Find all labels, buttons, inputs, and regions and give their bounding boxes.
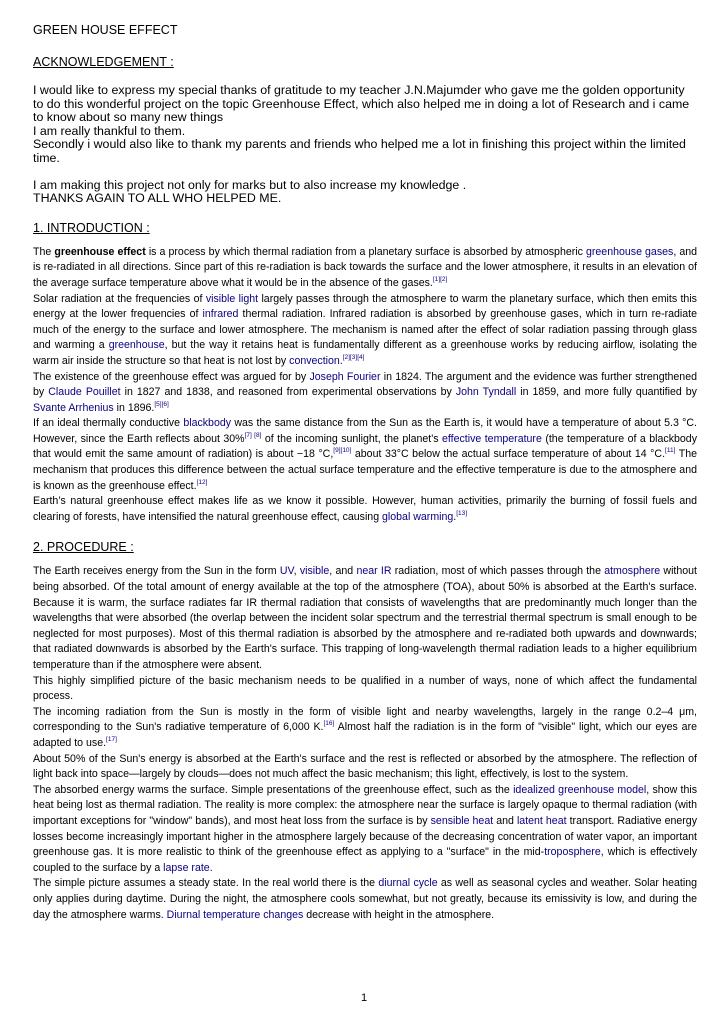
wiki-link[interactable]: Claude Pouillet (48, 386, 121, 399)
text-run: , show this heat being lost as thermal radiation. The reality is more complex: the atmosphere near the surface is largely opaque to thermal radiation (with important exceptions for "window" bands), and most heat loss from the surface is by (33, 783, 698, 827)
text-run: . (339, 354, 343, 367)
wiki-link[interactable]: troposphere (544, 846, 601, 859)
procedure-paragraph-1 (33, 564, 697, 673)
wiki-link[interactable]: John Tyndall (455, 386, 517, 399)
wiki-link[interactable]: Joseph Fourier (309, 370, 381, 383)
document-page (33, 18, 697, 923)
citation-ref[interactable]: [11] (665, 447, 676, 455)
intro-paragraph-5 (33, 494, 697, 525)
intro-paragraph-1 (33, 245, 697, 292)
wiki-link[interactable]: lapse rate (163, 861, 210, 874)
wiki-link[interactable]: UV (279, 565, 294, 578)
wiki-link[interactable]: latent heat (516, 814, 567, 827)
wiki-link[interactable]: sensible heat (430, 814, 494, 827)
wiki-link[interactable]: near IR (356, 565, 392, 578)
ack-paragraph-3: Secondly i would also like to thank my parents and friends who helped me a lot in finishing this project within the limited time. (33, 137, 686, 165)
citation-ref[interactable]: [13] (456, 509, 468, 517)
introduction-heading: 1. INTRODUCTION : (33, 220, 150, 235)
text-run: and (493, 814, 517, 827)
wiki-link[interactable]: effective temperature (442, 432, 542, 445)
wiki-link[interactable]: infrared (202, 308, 239, 321)
wiki-link[interactable]: visible (299, 565, 330, 578)
text-run: largely passes through the atmosphere to warm the planetary surface, which then emits this energy at the lower frequencies of (33, 292, 697, 321)
citation-ref[interactable]: [12] (196, 478, 208, 486)
procedure-paragraph-4 (33, 752, 697, 783)
text-run: The existence of the greenhouse effect was argued for by (33, 370, 310, 383)
text-run: was the same distance from the Sun as the Earth is, it would have a temperature of about 5.3 °C. However, since the Earth reflects about 30% (33, 417, 698, 445)
text-run: in 1896. (113, 401, 155, 414)
text-run: This highly simplified picture of the basic mechanism needs to be qualified in a number of ways, none of which affect the fundamental process. (33, 674, 697, 703)
text-run: , which is effectively coupled to the surface by a (33, 846, 698, 874)
text-run: in 1859, and more fully quantified by (516, 386, 697, 399)
intro-paragraph-3 (33, 370, 697, 417)
text-run: The simple picture assumes a steady state. In the real world there is the (33, 877, 379, 890)
procedure-paragraph-3 (33, 705, 697, 752)
text-run: is a process by which thermal radiation from a planetary surface is absorbed by atmospheric (145, 245, 586, 258)
text-run: Solar radiation at the frequencies of (33, 292, 206, 305)
bold-term: greenhouse effect (54, 245, 146, 258)
text-run: in 1827 and 1838, and reasoned from experimental observations by (120, 386, 456, 399)
wiki-link[interactable]: atmosphere (604, 565, 661, 578)
procedure-paragraph-5 (33, 783, 697, 877)
wiki-link[interactable]: idealized greenhouse model (513, 783, 647, 796)
text-run: decrease with height in the atmosphere. (303, 908, 495, 921)
text-run: . (453, 510, 457, 523)
introduction-section (33, 245, 697, 526)
citation-ref[interactable]: [16] (323, 720, 335, 728)
ack-paragraph-2: I am really thankful to them. (33, 123, 186, 138)
text-run: Earth’s natural greenhouse effect makes life as we know it possible. However, human activities, primarily the burning of fossil fuels and clearing of forests, have intensified the natural greenhouse effect, causing (33, 495, 697, 523)
procedure-paragraph-2 (33, 674, 697, 705)
text-run: . (209, 861, 213, 874)
text-run: transport. Radiative energy losses become increasingly important higher in the atmosphere largely because of the decreasing concentration of water vapor, an important greenhouse gas. It is more realistic to think of the greenhouse effect as applying to a "surface" in the mid- (33, 814, 697, 859)
text-run: , (293, 565, 300, 578)
text-run: The mechanism that produces this difference between the actual surface temperature and the effective temperature is due to the atmosphere and is known as the greenhouse effect. (33, 448, 697, 492)
wiki-link[interactable]: visible light (205, 292, 259, 305)
ack-paragraph-4: I am making this project not only for marks but to also increase my knowledge . (33, 177, 467, 192)
text-run: About 50% of the Sun's energy is absorbed at the Earth's surface and the rest is reflected or absorbed by the atmosphere. The reflection of light back into space—largely by clouds—does not much affect the basic mechanism; this light, effectively, is lost to the system. (33, 752, 697, 781)
text-run: about 33°C below the actual surface temperature of about 14 °C. (351, 448, 666, 461)
wiki-link[interactable]: convection (289, 354, 340, 367)
ack-paragraph-5: THANKS AGAIN TO ALL WHO HELPED ME. (33, 191, 282, 206)
wiki-link[interactable]: Svante Arrhenius (33, 401, 114, 414)
page-number: 1 (360, 992, 368, 1004)
procedure-section (33, 564, 697, 923)
acknowledgement-section (33, 84, 697, 206)
text-run: as well as seasonal cycles and weather. Solar heating only applies during daytime. During the night, the atmosphere cools somewhat, but not greatly, because its emissivity is low, and during the day the atmosphere warms. (33, 877, 697, 921)
document-title: GREEN HOUSE EFFECT (33, 23, 178, 37)
text-run: Almost half the radiation is in the form of "visible" light, which our eyes are adapted to use. (33, 721, 697, 749)
text-run: , and (329, 565, 357, 578)
text-run: The incoming radiation from the Sun is mostly in the form of visible light and nearby wavelengths, largely in the range 0.2–4 μm, corresponding to the Sun's radiative temperature of 6,000 K. (33, 705, 697, 734)
citation-ref[interactable]: [17] (106, 735, 117, 743)
text-run: The absorbed energy warms the surface. Simple presentations of the greenhouse effect, such as the (33, 783, 514, 796)
text-run: in 1824. The argument and the evidence was further strengthened by (33, 370, 697, 399)
wiki-link[interactable]: global warming (382, 510, 454, 523)
citation-ref[interactable]: [5][6] (154, 400, 169, 408)
procedure-heading: 2. PROCEDURE : (33, 540, 134, 555)
text-run: The Earth receives energy from the Sun in the form (33, 565, 280, 578)
wiki-link[interactable]: blackbody (183, 417, 232, 430)
citation-ref[interactable]: [7] [8] (244, 431, 262, 439)
text-run: The (33, 245, 55, 258)
text-run: without being absorbed. Of the total amount of energy available at the top of the atmosphere (TOA), about 50% is absorbed at the Earth's surface. Because it is warm, the surface radiates far IR thermal radiation that consists of wavelengths that are predominantly much longer than the wavelengths that were absorbed (the overlap between the incident solar spectrum and the terrestrial thermal spectrum is small enough to be neglected for most purposes). Most of this thermal radiation is absorbed by the atmosphere and re-radiated both upwards and downwards; that radiated downwards is absorbed by the Earth's surface. This trapping of long-wavelength thermal radiation leads to a higher equilibrium temperature than if the atmosphere were absent. (33, 565, 697, 671)
citation-ref[interactable]: [1][2] (432, 275, 448, 283)
text-run: If an ideal thermally conductive (33, 417, 184, 430)
wiki-link[interactable]: greenhouse (108, 339, 165, 352)
intro-paragraph-2 (33, 292, 697, 370)
text-run: , and is re-radiated in all directions. Since part of this re-radiation is back towards the surface and the lower atmosphere, it results in an elevation of the average surface temperature above what it would be in the absence of the gases. (33, 245, 698, 289)
wiki-link[interactable]: Diurnal temperature changes (166, 908, 304, 921)
citation-ref[interactable]: [2][3][4] (342, 353, 365, 361)
ack-paragraph-1: I would like to express my special thanks of gratitude to my teacher J.N.Majumder who gave me the golden opportunity to do this wonderful project on the topic Greenhouse Effect, which also helped me in doing a lot of Research and i came to know about so many new things (33, 83, 690, 125)
text-run: thermal radiation. Infrared radiation is absorbed by greenhouse gases, which in turn re-radiate much of the energy to the surface and lower atmosphere. The mechanism is named after the effect of solar radiation passing through glass and warming a (33, 308, 697, 352)
procedure-paragraph-6 (33, 876, 697, 923)
text-run: radiation, most of which passes through the (391, 565, 605, 578)
citation-ref[interactable]: [9][10] (333, 447, 352, 455)
text-run: (the temperature of a blackbody that would emit the same amount of radiation) is about −18 °C, (33, 432, 697, 461)
wiki-link[interactable]: greenhouse gases (586, 245, 674, 258)
text-run: , but the way it retains heat is fundamentally different as a greenhouse works by reducing airflow, isolating the warm air inside the structure so that heat is not lost by (33, 339, 697, 367)
acknowledgement-heading: ACKNOWLEDGEMENT : (33, 55, 174, 69)
wiki-link[interactable]: diurnal cycle (378, 877, 438, 890)
text-run: of the incoming sunlight, the planet's (261, 432, 442, 445)
intro-paragraph-4 (33, 416, 697, 494)
